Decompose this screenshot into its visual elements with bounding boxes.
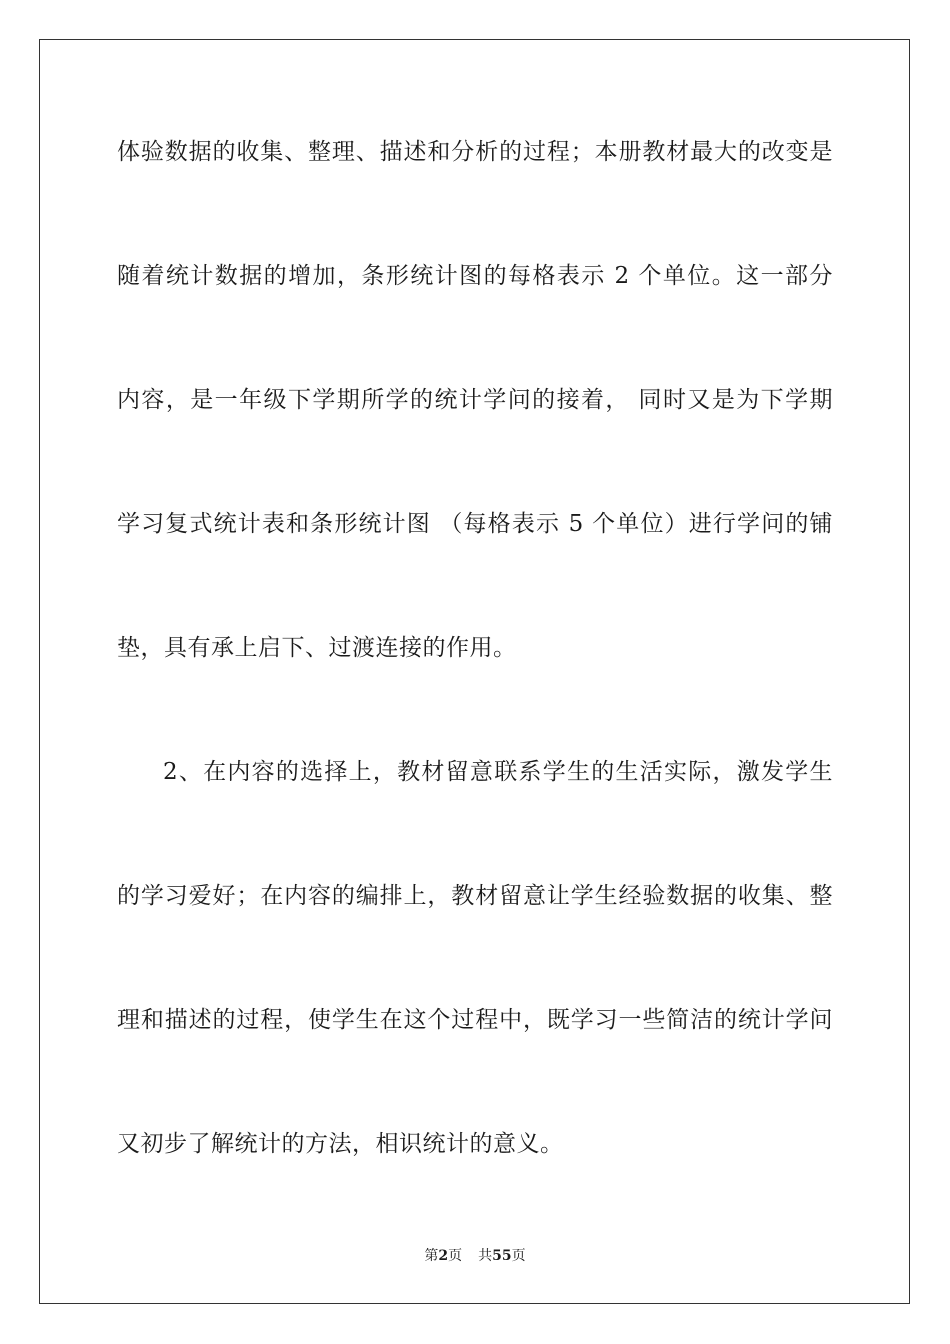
text-line-6: 2、在内容的选择上，教材留意联系学生的生活实际，激发学生: [163, 759, 833, 785]
footer-total-suffix: 页: [511, 1248, 526, 1264]
footer-page-number: 2: [438, 1248, 449, 1264]
text-line-3: 内容，是一年级下学期所学的统计学问的接着， 同时又是为下学期: [117, 387, 833, 413]
footer-total-pages: 55: [492, 1248, 512, 1264]
footer-total-prefix: 共: [478, 1248, 493, 1264]
text-line-4: 学习复式统计表和条形统计图 （每格表示 5 个单位）进行学问的铺: [117, 511, 833, 537]
text-line-9: 又初步了解统计的方法，相识统计的意义。: [117, 1131, 564, 1157]
footer-page-suffix: 页: [448, 1248, 463, 1264]
page-footer: [0, 1247, 950, 1265]
page-border: [39, 39, 910, 1304]
text-line-2: 随着统计数据的增加，条形统计图的每格表示 2 个单位。这一部分: [117, 263, 833, 289]
footer-page-prefix: 第: [424, 1248, 439, 1264]
text-line-1: 体验数据的收集、整理、描述和分析的过程；本册教材最大的改变是: [117, 139, 833, 165]
text-line-7: 的学习爱好；在内容的编排上，教材留意让学生经验数据的收集、整: [117, 883, 833, 909]
text-line-5: 垫，具有承上启下、过渡连接的作用。: [117, 635, 517, 661]
text-line-8: 理和描述的过程，使学生在这个过程中，既学习一些简洁的统计学问: [117, 1007, 833, 1033]
